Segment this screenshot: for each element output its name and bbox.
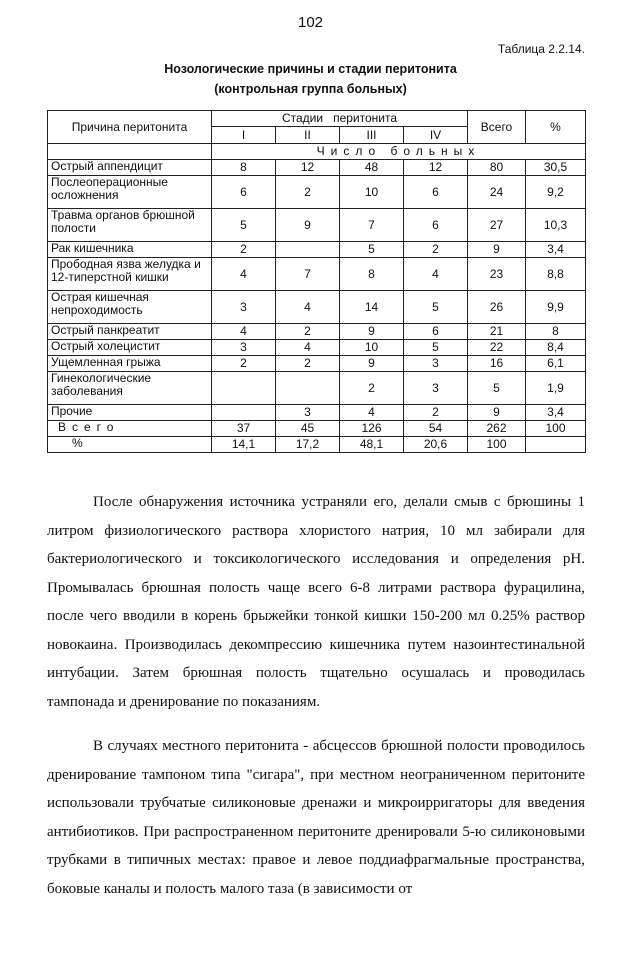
header-stage-i: I (212, 127, 276, 144)
page-number: 102 (297, 14, 324, 31)
table-row: Травма органов брюшной полости 5 9 7 6 27 10,3 (48, 209, 586, 242)
table-row: Послеоперационные осложнения 6 2 10 6 24 9,2 (48, 176, 586, 209)
table-row: Острый панкреатит 4 2 9 6 21 8 (48, 324, 586, 340)
header-stage-iv: IV (404, 127, 468, 144)
paragraph-drainage (47, 732, 585, 903)
table-percent-row: % 14,1 17,2 48,1 20,6 100 (48, 437, 586, 453)
header-blank-cell (48, 144, 212, 160)
table-caption-title: Нозологические причины и стадии перитонита (164, 62, 457, 76)
table-row: Прочие 3 4 2 9 3,4 (48, 405, 586, 421)
table-total-row: Всего 37 45 126 54 262 100 (48, 421, 586, 437)
header-stages: Стадии перитонита (212, 111, 468, 127)
header-cause: Причина перитонита (48, 111, 212, 144)
table-row: Острый аппендицит 8 12 48 12 80 30,5 (48, 160, 586, 176)
header-total: Всего (468, 111, 526, 144)
header-count-label: Число больных (212, 144, 586, 160)
peritonitis-causes-table (47, 110, 586, 453)
table-caption-subtitle: (контрольная группа больных) (214, 82, 407, 96)
paragraph-text: После обнаружения источника устраняли его, делали смыв с брюшины 1 литром физиологического раствора хлористого натрия, 10 мл забирали для бактериологического и токсикологического исследования и определения рН. Промывалась брюшная полость чаще всего 6-8 литрами раствора фурацилина, после чего вводили в корень брыжейки тонкой кишки 150-200 мл 0.25% раствор новокаина. Производилась декомпрессию кишечника путем назоинтестинальной интубации. Затем брюшная полость тщательно осушалась и проводилась тампонада и дренирование по показаниям. (47, 494, 585, 710)
table-row: Острый холецистит 3 4 10 5 22 8,4 (48, 340, 586, 356)
table-row: Прободная язва желудка и 12-типерстной кишки 4 7 8 4 23 8,8 (48, 258, 586, 291)
header-percent: % (526, 111, 586, 144)
table-row: Ущемленная грыжа 2 2 9 3 16 6,1 (48, 356, 586, 372)
table-row: Гинекологические заболевания 2 3 5 1,9 (48, 372, 586, 405)
paragraph-text: В случаях местного перитонита - абсцессов брюшной полости проводилось дренирование тампоном типа "сигара", при местном неограниченном перитоните использовали трубчатые силиконовые дренажи и микроирригаторы для введения антибиотиков. При распространенном перитоните дренировали 5-ю силиконовыми трубками в типичных местах: правое и левое поддиафрагмальные пространства, боковые каналы и полость малого таза (в зависимости от (47, 738, 585, 897)
paragraph-irrigation (47, 488, 585, 716)
header-stage-ii: II (276, 127, 340, 144)
table-row: Острая кишечная непроходимость 3 4 14 5 26 9,9 (48, 291, 586, 324)
table-label: Таблица 2.2.14. (497, 42, 585, 56)
table-row: Рак кишечника 2 5 2 9 3,4 (48, 242, 586, 258)
header-stage-iii: III (340, 127, 404, 144)
